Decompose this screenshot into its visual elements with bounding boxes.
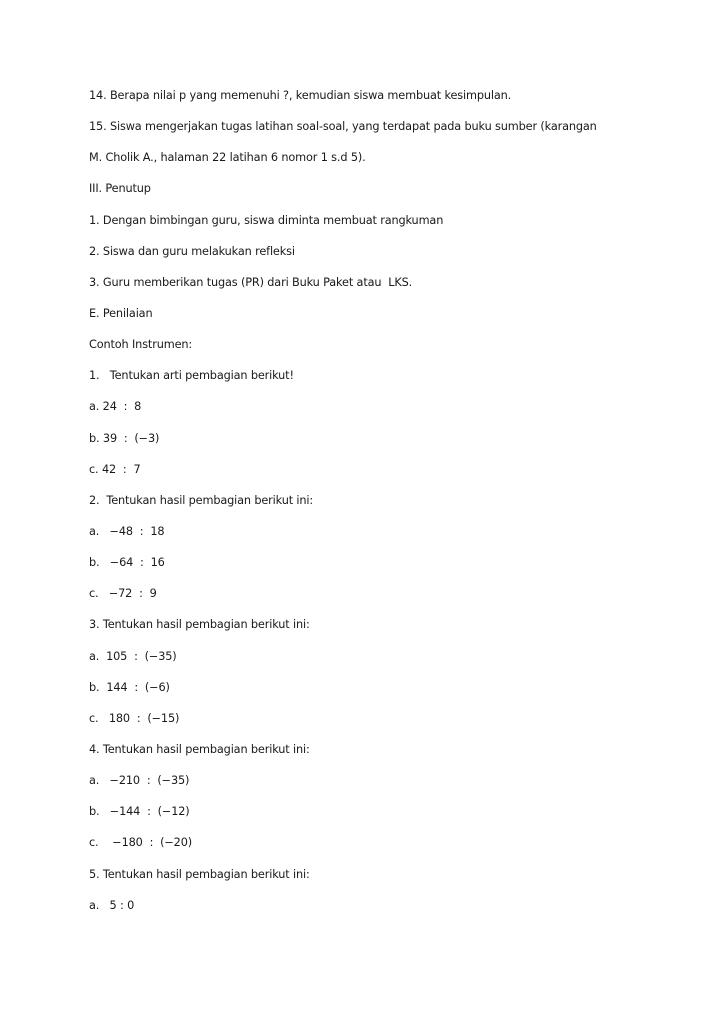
text-line: 3. Guru memberikan tugas (PR) dari Buku Paket atau LKS. bbox=[89, 275, 413, 289]
answer-option: b. −64 : 16 bbox=[89, 556, 165, 570]
answer-option: b. 39 : (−3) bbox=[89, 431, 160, 445]
text-line: 1. Dengan bimbingan guru, siswa diminta membuat rangkuman bbox=[89, 213, 444, 227]
answer-option: a. 24 : 8 bbox=[89, 400, 142, 414]
answer-option: b. 144 : (−6) bbox=[89, 680, 170, 694]
answer-option: a. 5 : 0 bbox=[89, 898, 135, 912]
text-line: 15. Siswa mengerjakan tugas latihan soal-soal, yang terdapat pada buku sumber (karangan bbox=[89, 120, 597, 134]
answer-option: c. 180 : (−15) bbox=[89, 711, 180, 725]
question-line: 1. Tentukan arti pembagian berikut! bbox=[89, 369, 294, 383]
text-line: 2. Siswa dan guru melakukan refleksi bbox=[89, 244, 295, 258]
question-line: 2. Tentukan hasil pembagian berikut ini: bbox=[89, 493, 314, 507]
answer-option: a. −210 : (−35) bbox=[89, 774, 190, 788]
question-line: 3. Tentukan hasil pembagian berikut ini: bbox=[89, 618, 310, 632]
text-line: 14. Berapa nilai p yang memenuhi ?, kemudian siswa membuat kesimpulan. bbox=[89, 89, 512, 102]
answer-option: c. −72 : 9 bbox=[89, 587, 157, 601]
answer-option: c. −180 : (−20) bbox=[89, 836, 193, 850]
text-line: Contoh Instrumen: bbox=[89, 338, 193, 352]
section-heading: E. Penilaian bbox=[89, 306, 153, 320]
question-line: 5. Tentukan hasil pembagian berikut ini: bbox=[89, 867, 310, 881]
answer-option: c. 42 : 7 bbox=[89, 462, 141, 476]
section-heading: III. Penutup bbox=[89, 182, 151, 196]
text-line: M. Cholik A., halaman 22 latihan 6 nomor 1 s.d 5). bbox=[89, 151, 366, 165]
document-body bbox=[89, 88, 689, 929]
answer-option: a. 105 : (−35) bbox=[89, 649, 177, 663]
answer-option: a. −48 : 18 bbox=[89, 524, 165, 538]
answer-option: b. −144 : (−12) bbox=[89, 805, 190, 819]
question-line: 4. Tentukan hasil pembagian berikut ini: bbox=[89, 742, 310, 756]
